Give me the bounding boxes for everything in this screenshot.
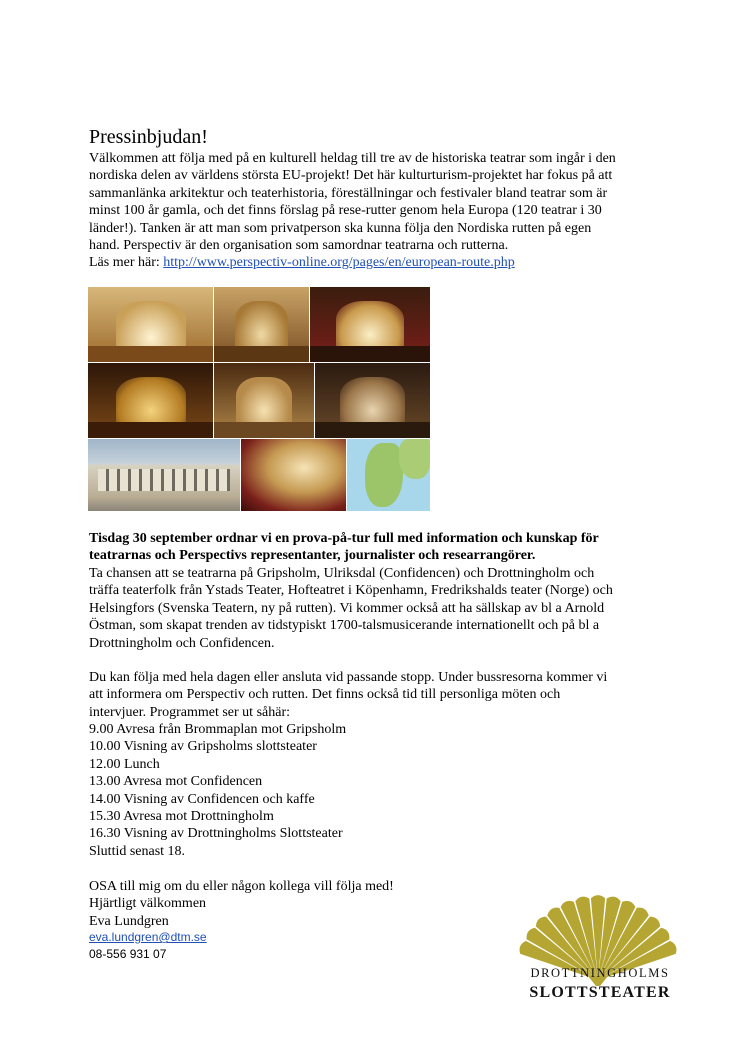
body-line: Drottningholm och Confidencen. [89, 635, 275, 651]
schedule-item: 15.30 Avresa mot Drottningholm [89, 809, 274, 825]
signature-name: Eva Lundgren [89, 913, 169, 929]
theatre-photo [214, 287, 309, 362]
theatre-photo [347, 439, 430, 511]
bold-lead-line: teatrarnas och Perspectivs representanter, journalister och researrangörer. [89, 548, 536, 564]
schedule-item: 10.00 Visning av Gripsholms slottsteater [89, 739, 317, 755]
schedule-item: 9.00 Avresa från Brommaplan mot Gripsholm [89, 722, 347, 737]
intro-line: sammanlänka arkitektur och teaterhistoria, föreställningar och festivaler bland teatrar som är [89, 185, 608, 201]
logo-text-line2: SLOTTSTEATER [529, 984, 671, 1001]
intro-paragraph [89, 150, 669, 272]
theatre-photo-collage [88, 287, 430, 511]
closing-line: Hjärtligt välkommen [89, 896, 207, 912]
intro-line: Välkommen att följa med på en kulturell heldag till tre av de historiska teatrar som ingår i den [89, 151, 616, 166]
body-paragraph-2 [89, 669, 669, 721]
theatre-photo [88, 287, 213, 362]
schedule-item: Sluttid senast 18. [89, 843, 186, 859]
schedule-item: 13.00 Avresa mot Confidencen [89, 774, 263, 790]
read-more-prefix: Läs mer här: [89, 255, 164, 271]
body-line: Ta chansen att se teatrarna på Gripsholm, Ulriksdal (Confidencen) och Drottningholm och [89, 566, 595, 581]
body-line: Helsingfors (Svenska Teatern, ny på rutten). Vi kommer också att ha sällskap av bl a Arnold [89, 600, 605, 616]
body-line: intervjuer. Programmet ser ut såhär: [89, 704, 290, 720]
schedule-item: 14.00 Visning av Confidencen och kaffe [89, 791, 315, 807]
intro-line: nordiska delen av världens största EU-projekt! Det här kulturturism-projektet har fokus på att [89, 168, 613, 184]
page-title: Pressinbjudan! [89, 126, 208, 148]
bold-lead [89, 530, 669, 565]
phone-number: 08-556 931 07 [89, 947, 167, 961]
body-line: att informera om Perspectiv och rutten. Det finns också tid till personliga möten och [89, 687, 561, 703]
body-line: Östman, som skapat trenden av tidstypiskt 1700-talsmusicerande internationellt och på bl a [89, 618, 600, 634]
body-line: Du kan följa med hela dagen eller ansluta vid passande stopp. Under bussresorna kommer vi [89, 670, 608, 685]
theatre-photo [214, 363, 314, 438]
read-more-line [89, 254, 669, 271]
email-link[interactable]: eva.lundgren@dtm.se [89, 930, 207, 944]
closing-line: OSA till mig om du eller någon kollega vill följa med! [89, 879, 394, 894]
theatre-photo [310, 287, 430, 362]
schedule-list [89, 721, 669, 860]
theatre-photo [88, 439, 240, 511]
intro-line: länder!). Tanken är att man som privatperson ska kunna följa den Nordiska rutten på egen [89, 220, 592, 236]
perspectiv-link[interactable]: http://www.perspectiv-online.org/pages/en/european-route.php [163, 255, 515, 271]
theatre-photo [88, 363, 213, 438]
theatre-photo [315, 363, 430, 438]
body-paragraph-1 [89, 565, 669, 652]
intro-line: hand. Perspectiv är den organisation som samordnar teatrarna och rutterna. [89, 238, 509, 254]
schedule-item: 12.00 Lunch [89, 756, 160, 772]
bold-lead-line: Tisdag 30 september ordnar vi en prova-på-tur full med information och kunskap för [89, 531, 599, 546]
body-line: träffa teaterfolk från Ystads Teater, Hofteatret i Köpenhamn, Fredrikshalds teater (Norge) och [89, 583, 613, 599]
intro-line: minst 100 år gamla, och det finns förslag på rese-rutter genom hela Europa (120 teatrar i 30 [89, 203, 602, 219]
schedule-item: 16.30 Visning av Drottningholms Slottsteater [89, 826, 343, 842]
theatre-photo [241, 439, 346, 511]
logo-text-line1: DROTTNINGHOLMS [530, 966, 670, 980]
